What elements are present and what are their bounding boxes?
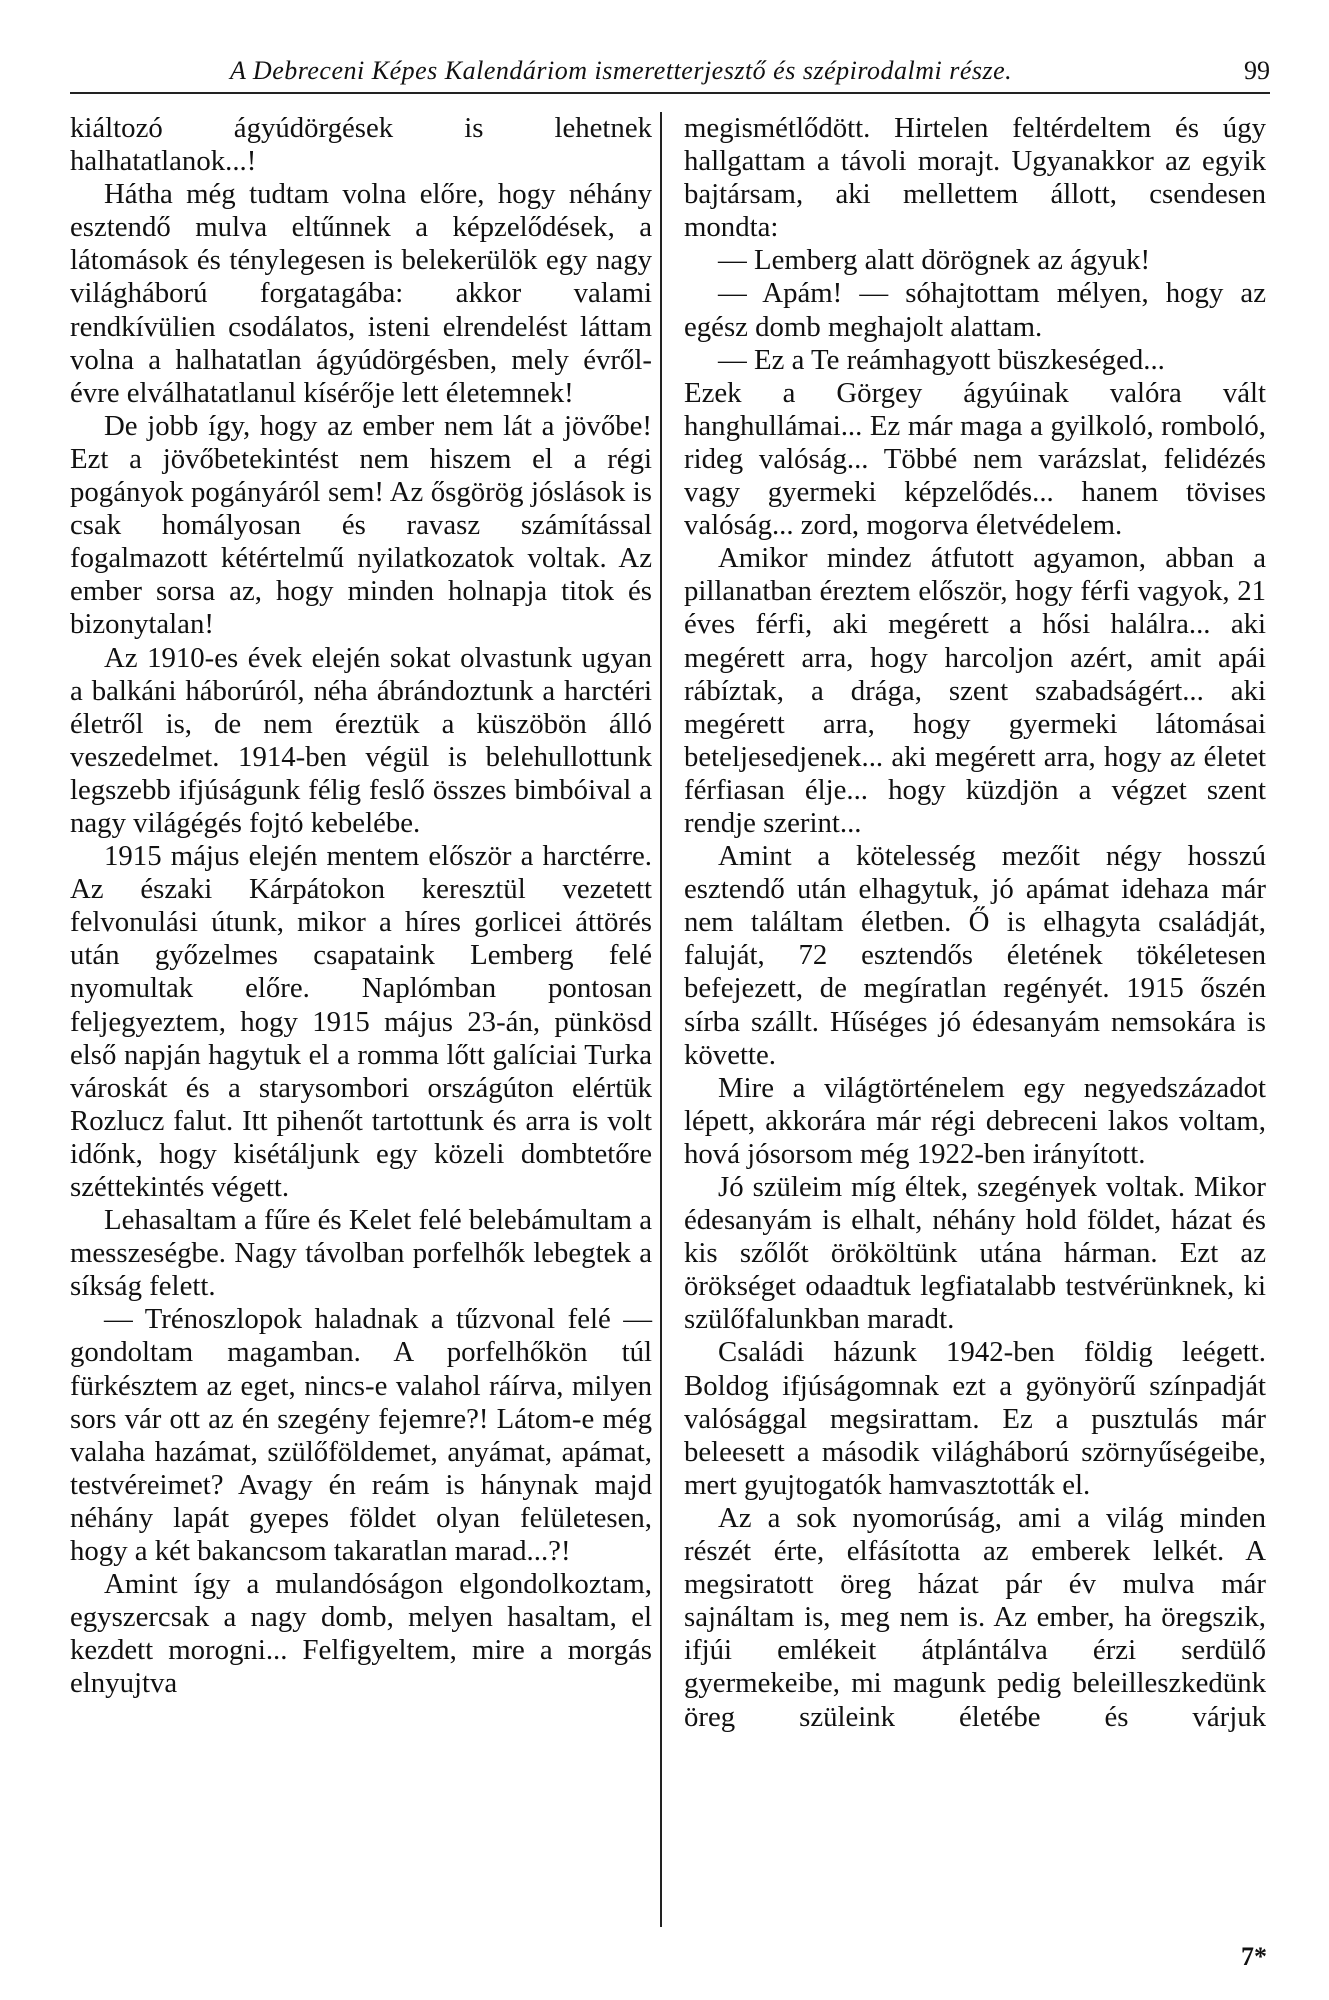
paragraph: Amint a kötelesség mezőit négy hosszú esztendő után elhagytuk, jó apámat idehaza már nem találtam életben. Ő is elhagyta családját, faluját, 72 esztendős életének tökéletesen befejezett, de megíratlan regényét. 1915 őszén sírba szállt. Hűséges jó édesanyám nemsokára is követte. [684, 840, 1266, 1071]
signature-mark: 7* [1241, 1942, 1267, 1971]
paragraph: 1915 május elején mentem először a harctérre. Az északi Kárpátokon keresztül vezetett felvonulási útunk, mikor a híres gorlicei áttörés után győzelmes csapataink Lemberg felé nyomultak előre. Naplómban pontosan feljegyeztem, hogy 1915 május 23-án, pünkösd első napján hagytuk el a romma lőtt galíciai Turka városkát és a starysombori országúton elértük Rozlucz falut. Itt pihenőt tartottunk és arra is volt időnk, hogy kisétáljunk egy közeli dombtetőre széttekintés végett. [70, 840, 652, 1203]
column-divider [660, 112, 662, 1927]
page-number: 99 [1244, 56, 1270, 85]
paragraph: Hátha még tudtam volna előre, hogy néhány esztendő mulva eltűnnek a képzelődések, a látomások és ténylegesen is belekerülök egy nagy világháború forgatagába: akkor valami rendkívülien csodálatos, isteni elrendelést láttam volna a halhatatlan ágyúdörgésben, mely évről-évre elválhatatlanul kísérője lett életemnek! [70, 178, 652, 409]
left-column [70, 112, 652, 1701]
paragraph: — Trénoszlopok haladnak a tűzvonal felé — gondoltam magamban. A porfelhőkön túl fürkésztem az eget, nincs-e valahol ráírva, milyen sors vár ott az én szegény fejemre?! Látom-e még valaha hazámat, szülőföldemet, anyámat, apámat, testvéreimet? Avagy én reám is hánynak majd néhány lapát gyepes földet olyan felületesen, hogy a két bakancsom takaratlan marad...?! [70, 1303, 652, 1568]
page-header [70, 56, 1270, 96]
paragraph: Az a sok nyomorúság, ami a világ minden részét érte, elfásította az emberek lelkét. A megsiratott öreg házat pár év mulva már sajnáltam is, meg nem is. Az ember, ha öregszik, ifjúi emlékeit átplántálva érzi serdülő gyermekeibe, mi magunk pedig beleilleszkedünk öreg szüleink életébe és várjuk [684, 1501, 1266, 1733]
paragraph: Ezek a Görgey ágyúinak valóra vált hanghullámai... Ez már maga a gyilkoló, romboló, rideg valóság... Többé nem varázslat, felidézés vagy gyermeki képzelődés... hanem tövises valóság... zord, mogorva életvédelem. [684, 376, 1266, 542]
paragraph: Amint így a mulandóságon elgondolkoztam, egyszercsak a nagy domb, melyen hasaltam, el kezdett morogni... Felfigyeltem, mire a morgás elnyujtva [70, 1568, 652, 1700]
right-column [684, 112, 1266, 1734]
paragraph: kiáltozó ágyúdörgések is lehetnek halhatatlanok...! [70, 112, 652, 178]
paragraph: Az 1910-es évek elején sokat olvastunk ugyan a balkáni háborúról, néha ábrándoztunk a harctéri életről is, de nem éreztük a küszöbön álló veszedelmet. 1914-ben végül is belehullottunk legszebb ifjúságunk félig feslő összes bimbóival a nagy világégés fojtó kebelébe. [70, 641, 652, 839]
paragraph: Családi házunk 1942-ben földig leégett. Boldog ifjúságomnak ezt a gyönyörű színpadját valósággal megsirattam. Ez a pusztulás már beleesett a második világháború szörnyűségeibe, mert gyujtogatók hamvasztották el. [684, 1336, 1266, 1501]
running-title: A Debreceni Képes Kalendáriom ismeretterjesztő és szépirodalmi része. [230, 56, 1013, 85]
paragraph: Jó szüleim míg éltek, szegények voltak. Mikor édesanyám is elhalt, néhány hold földet, házat és kis szőlőt örököltünk utána hárman. Ezt az örökséget odaadtuk legfiatalabb testvérünknek, ki szülőfalunkban maradt. [684, 1171, 1266, 1336]
paragraph: Mire a világtörténelem egy negyedszázadot lépett, akkorára már régi debreceni lakos voltam, hová jósorsom még 1922-ben irányított. [684, 1071, 1266, 1170]
paragraph: Amikor mindez átfutott agyamon, abban a pillanatban éreztem először, hogy férfi vagyok, 21 éves férfi, aki megérett a hősi halálra... aki megérett arra, hogy harcoljon azért, amit apái rábíztak, a drága, szent szabadságért... aki megérett arra, hogy gyermeki látomásai beteljesedjenek... aki megérett arra, hogy az életet férfiasan élje... hogy küzdjön a végzet szent rendje szerint... [684, 542, 1266, 839]
paragraph: — Ez a Te reámhagyott büszkeséged... [718, 343, 1165, 376]
paragraph: Lehasaltam a fűre és Kelet felé belebámultam a messzeségbe. Nagy távolban porfelhők lebegtek a síkság felett. [70, 1204, 652, 1303]
paragraph: — Lemberg alatt dörögnek az ágyuk! [718, 244, 1151, 277]
paragraph: megismétlődött. Hirtelen feltérdeltem és úgy hallgattam a távoli morajt. Ugyanakkor az egyik bajtársam, aki mellettem állott, csendesen mondta: [684, 112, 1266, 244]
paragraph: — Apám! — sóhajtottam mélyen, hogy az egész domb meghajolt alattam. [684, 277, 1266, 343]
header-rule [70, 92, 1270, 94]
paragraph: De jobb így, hogy az ember nem lát a jövőbe! Ezt a jövőbetekintést nem hiszem el a régi pogányok pogányáról sem! Az ősgörög jóslások is csak homályosan és ravasz számítással fogalmazott kétértelmű nyilatkozatok voltak. Az ember sorsa az, hogy minden holnapja titok és bizonytalan! [70, 409, 652, 641]
